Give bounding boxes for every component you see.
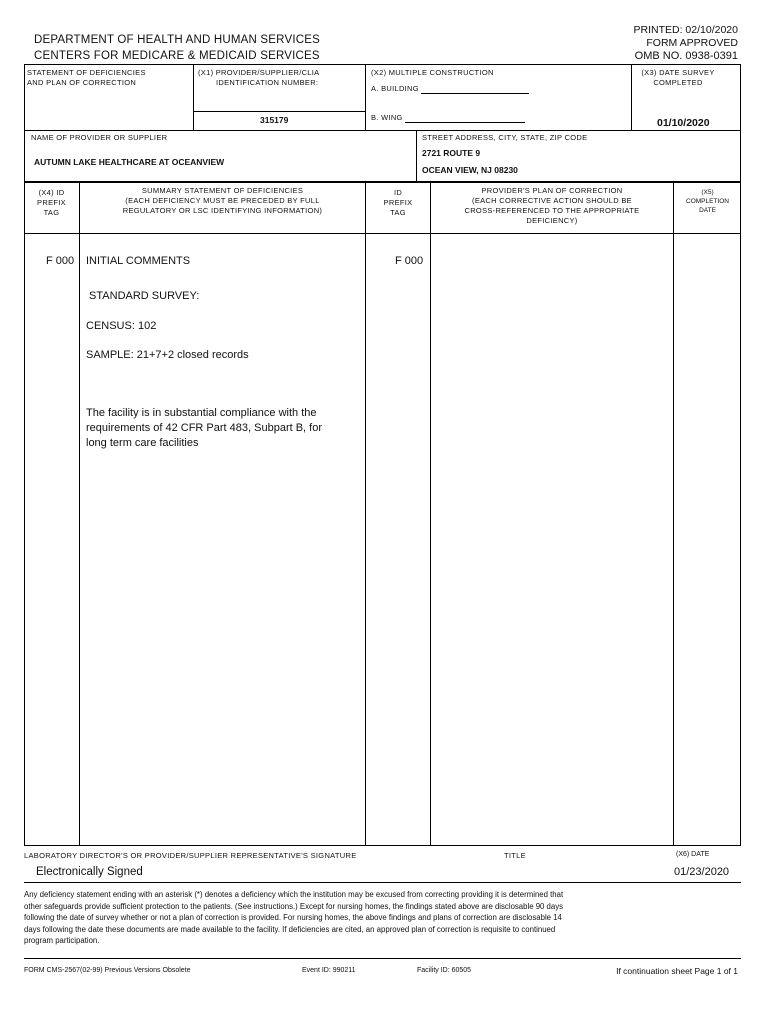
plan-header: PROVIDER'S PLAN OF CORRECTION (EACH CORRECTIVE ACTION SHOULD BE CROSS-REFERENCED TO THE APPROPRIATE DEFICIENCY) — [464, 186, 640, 225]
department-line: DEPARTMENT OF HEALTH AND HUMAN SERVICES — [34, 34, 320, 46]
sample: SAMPLE: 21+7+2 closed records — [86, 349, 249, 361]
address-label: STREET ADDRESS, CITY, STATE, ZIP CODE — [422, 133, 588, 142]
agency-line: CENTERS FOR MEDICARE & MEDICAID SERVICES — [34, 50, 320, 62]
printed-date: PRINTED: 02/10/2020 — [633, 24, 738, 36]
provider-name-label: NAME OF PROVIDER OR SUPPLIER — [31, 133, 168, 142]
summary-header: SUMMARY STATEMENT OF DEFICIENCIES (EACH DEFICIENCY MUST BE PRECEDED BY FULL REGULATORY OR LSC IDENTIFYING INFORMATION) — [122, 186, 323, 215]
event-id: Event ID: 990211 — [302, 967, 356, 974]
provider-id-value: 315179 — [260, 115, 289, 125]
prefix-tag-right: F 000 — [395, 255, 424, 267]
title-label: TITLE — [504, 851, 526, 860]
form-number: FORM CMS-2567(02-99) Previous Versions Obsolete — [24, 967, 191, 974]
deficiency-table — [24, 182, 741, 846]
x4-header: (X4) ID PREFIX TAG — [37, 188, 66, 217]
omb-number: OMB NO. 0938-0391 — [634, 50, 738, 62]
census: CENSUS: 102 — [86, 320, 157, 332]
building-label: A. BUILDING — [371, 84, 529, 94]
signature-date: 01/23/2020 — [674, 866, 730, 878]
x5-header: (X5) COMPLETION DATE — [686, 189, 729, 214]
form-approved: FORM APPROVED — [646, 37, 738, 49]
compliance-statement: The facility is in substantial compliance with the requirements of 42 CFR Part 483, Subpart B, for long term care facilities — [86, 407, 323, 449]
statement-label: STATEMENT OF DEFICIENCIES AND PLAN OF CORRECTION — [27, 68, 146, 87]
signature-value: Electronically Signed — [36, 866, 143, 878]
continuation-page: If continuation sheet Page 1 of 1 — [616, 966, 738, 976]
standard-survey: STANDARD SURVEY: — [86, 290, 200, 302]
x2-label: (X2) MULTIPLE CONSTRUCTION — [371, 68, 494, 77]
x1-label: (X1) PROVIDER/SUPPLIER/CLIA IDENTIFICATION NUMBER: — [198, 68, 320, 87]
facility-id: Facility ID: 60505 — [417, 967, 472, 974]
x3-label: (X3) DATE SURVEY COMPLETED — [641, 68, 715, 87]
initial-comments: INITIAL COMMENTS — [86, 255, 191, 267]
survey-date-value: 01/10/2020 — [657, 117, 710, 129]
signature-label: LABORATORY DIRECTOR'S OR PROVIDER/SUPPLIER REPRESENTATIVE'S SIGNATURE — [24, 851, 357, 860]
wing-label: B. WING — [371, 113, 525, 123]
address-line-1: 2721 ROUTE 9 — [422, 148, 481, 158]
prefix-tag-left: F 000 — [46, 255, 75, 267]
disclaimer: Any deficiency statement ending with an asterisk (*) denotes a deficiency which the institution may be excused from correcting providing it is determined that other safeguards provide sufficient protection to the patients. (See instructions.) Except for nursing homes, the findings stated above are disclosable 90 days following the date of survey whether or not a plan of correction is provided. For nursing homes, the above findings and plans of correction are disclosable 14 days following the date these documents are made available to the facility. If deficiencies are cited, an approved plan of correction is requisite to continued program participation. — [24, 890, 564, 945]
provider-name: AUTUMN LAKE HEALTHCARE AT OCEANVIEW — [34, 157, 225, 167]
address-line-2: OCEAN VIEW, NJ 08230 — [422, 165, 518, 175]
date-label: (X6) DATE — [676, 851, 710, 858]
id-header: ID PREFIX TAG — [383, 188, 413, 217]
